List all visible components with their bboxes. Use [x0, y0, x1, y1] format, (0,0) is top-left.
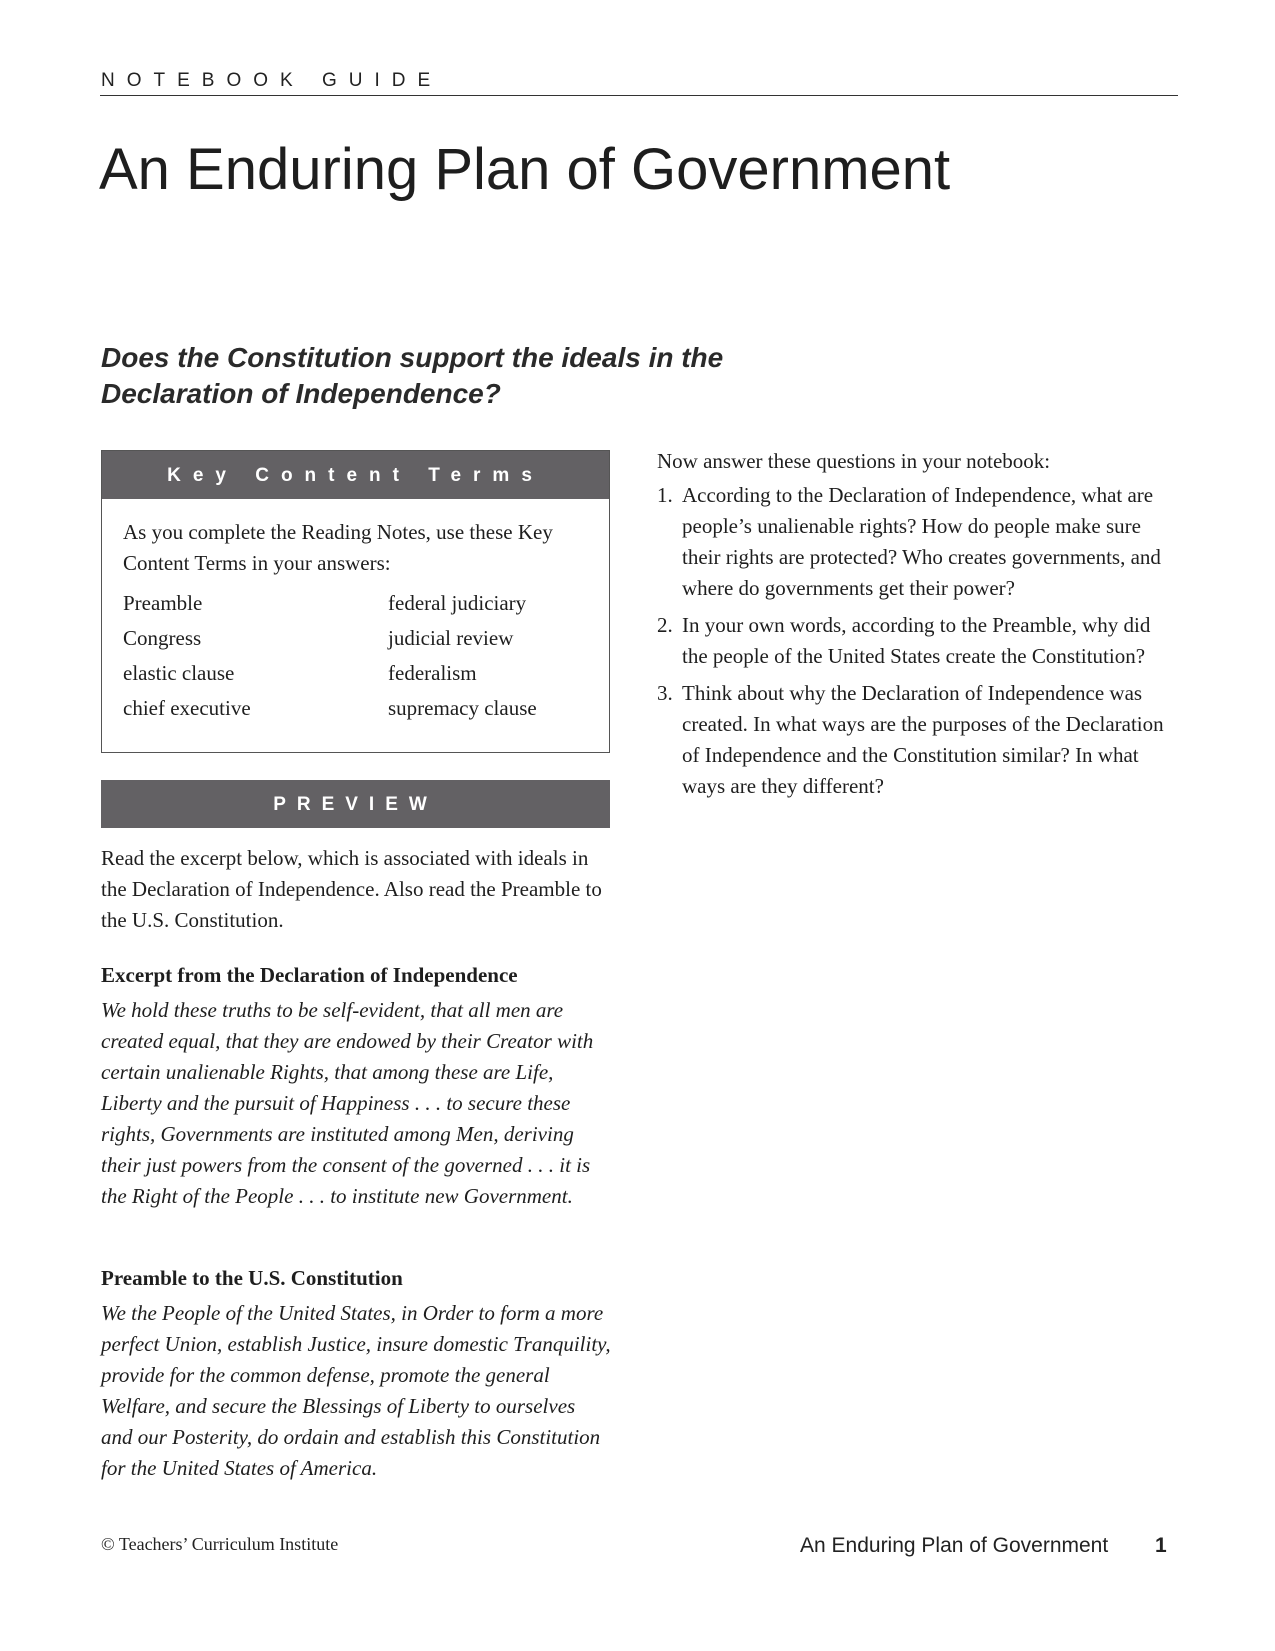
page-title: An Enduring Plan of Government — [99, 137, 951, 202]
essential-question: Does the Constitution support the ideals in the Declaration of Independence? — [101, 342, 724, 409]
preamble-text: We the People of the United States, in Order to form a more perfect Union, establish Justice, insure domestic Tranquility, provide for the common defense, promote the general Welfare, and secure the Blessings of Liberty to ourselves and our Posterity, do ordain and establish this Constitution for the United States of America. — [101, 1301, 611, 1480]
excerpt-heading: Excerpt from the Declaration of Independence — [101, 963, 518, 987]
key-term: judicial review — [388, 626, 514, 650]
questions-intro: Now answer these questions in your notebook: — [657, 449, 1051, 473]
header-rule — [100, 95, 1178, 96]
page-number: 1 — [1155, 1534, 1167, 1557]
key-term: federal judiciary — [388, 591, 527, 615]
footer-title: An Enduring Plan of Government — [800, 1534, 1109, 1557]
section-kicker: NOTEBOOK GUIDE — [101, 70, 443, 91]
question-text: Think about why the Declaration of Independence was created. In what ways are the purposes of the Declaration of Independence and the Constitution similar? In what ways are they different? — [682, 681, 1164, 798]
key-terms-box — [101, 450, 610, 753]
key-term: chief executive — [123, 696, 251, 720]
preamble-heading: Preamble to the U.S. Constitution — [101, 1266, 403, 1290]
key-term: federalism — [388, 661, 477, 685]
question-item — [657, 678, 1177, 802]
key-term: elastic clause — [123, 661, 235, 685]
question-text: According to the Declaration of Independence, what are people’s unalienable rights? How do people make sure their rights are protected? Who creates governments, and where do governments get their power? — [682, 483, 1161, 600]
question-text: In your own words, according to the Preamble, why did the people of the United States create the Constitution? — [682, 613, 1151, 668]
copyright-notice: © Teachers’ Curriculum Institute — [101, 1534, 339, 1554]
key-term: Congress — [123, 626, 202, 650]
key-terms-heading: Key Content Terms — [102, 451, 609, 499]
key-term: supremacy clause — [388, 696, 537, 720]
key-term: Preamble — [123, 591, 203, 615]
declaration-excerpt: We hold these truths to be self-evident, that all men are created equal, that they are endowed by their Creator with certain unalienable Rights, that among these are Life, Liberty and the pursuit of Happiness . . . to secure these rights, Governments are instituted among Men, deriving their just powers from the consent of the governed . . . it is the Right of the People . . . to institute new Government. — [101, 998, 594, 1208]
preview-instructions: Read the excerpt below, which is associated with ideals in the Declaration of Independence. Also read the Preamble to the U.S. Constitution. — [101, 846, 602, 932]
key-terms-intro: As you complete the Reading Notes, use these Key Content Terms in your answers: — [123, 520, 553, 575]
question-item — [657, 480, 1177, 604]
key-terms-list — [123, 586, 593, 726]
questions-list — [657, 480, 1177, 802]
question-number: 2. — [657, 613, 673, 637]
question-item — [657, 610, 1177, 672]
preview-heading: PREVIEW — [101, 780, 610, 828]
question-number: 1. — [657, 483, 673, 507]
questions-section — [657, 446, 1177, 808]
question-number: 3. — [657, 681, 673, 705]
